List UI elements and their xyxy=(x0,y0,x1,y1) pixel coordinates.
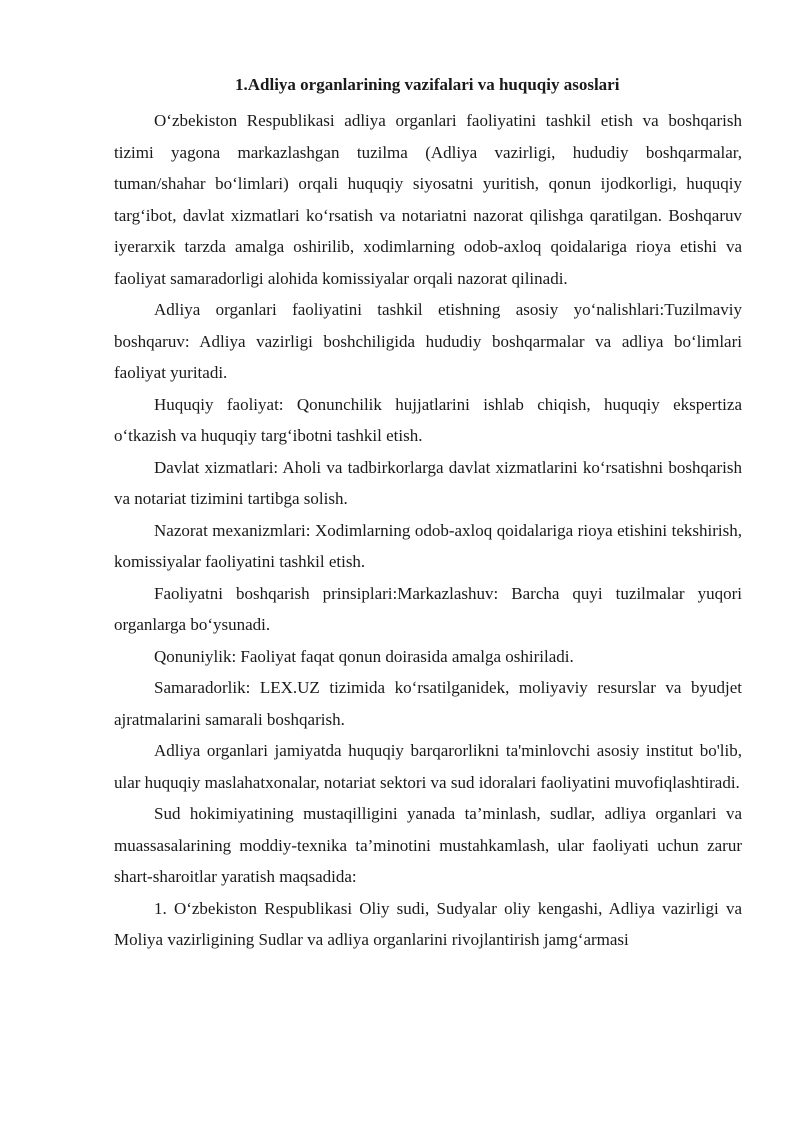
section-title: 1.Adliya organlarining vazifalari va huquqiy asoslari xyxy=(235,75,620,94)
paragraph-item-1: 1. O‘zbekiston Respublikasi Oliy sudi, Sudyalar oliy kengashi, Adliya vazirligi va Moliya vazirligining Sudlar va adliya organlarini rivojlantirish jamg‘armasi xyxy=(114,898,742,949)
paragraph-state-services: Davlat xizmatlari: Aholi va tadbirkorlarga davlat xizmatlarini ko‘rsatishni boshqarish va notariat tizimini tartibga solish. xyxy=(114,457,742,508)
paragraph-intro: O‘zbekiston Respublikasi adliya organlari faoliyatini tashkil etish va boshqarish tizimi yagona markazlashgan tuzilma (Adliya vazirligi, hududiy boshqarmalar, tuman/shahar bo‘limlari) orqali huquqiy siyosatni yuritish, qonun ijodkorligi, huquqiy targ‘ibot, davlat xizmatlari ko‘rsatish va notariatni nazorat qilishga qaratilgan. Boshqaruv iyerarxik tarzda amalga oshirilib, xodimlarning odob-axloq qoidalariga rioya etishi va faoliyat samaradorligi alohida komissiyalar orqali nazorat qilinadi. xyxy=(114,111,742,288)
paragraph-legal-activity: Huquqiy faoliyat: Qonunchilik hujjatlarini ishlab chiqish, huquqiy ekspertiza o‘tkazish va huquqiy targ‘ibotni tashkil etish. xyxy=(114,394,742,445)
paragraph-main-directions: Adliya organlari faoliyatini tashkil etishning asosiy yo‘nalishlari:Tuzilmaviy boshqaruv: Adliya vazirligi boshchiligida hududiy boshqarmalar va adliya bo‘limlari faoliyat yuritadi. xyxy=(114,300,742,382)
paragraph-legality: Qonuniylik: Faoliyat faqat qonun doirasida amalga oshiriladi. xyxy=(154,646,574,666)
paragraph-efficiency: Samaradorlik: LEX.UZ tizimida ko‘rsatilganidek, moliyaviy resurslar va byudjet ajratmalarini samarali boshqarish. xyxy=(114,678,742,729)
paragraph-management-principles: Faoliyatni boshqarish prinsiplari:Markazlashuv: Barcha quyi tuzilmalar yuqori organlarga bo‘ysunadi. xyxy=(114,583,742,634)
paragraph-judicial-independence: Sud hokimiyatining mustaqilligini yanada ta’minlash, sudlar, adliya organlari va muassasalarining moddiy-texnika ta’minotini mustahkamlash, ular faoliyati uchun zarur shart-sharoitlar yaratish maqsadida: xyxy=(114,804,742,886)
paragraph-institution-role: Adliya organlari jamiyatda huquqiy barqarorlikni ta'minlovchi asosiy institut bo'lib, ular huquqiy maslahatxonalar, notariat sektori va sud idoralari faoliyatini muvofiqlashtiradi. xyxy=(114,741,742,792)
paragraph-control-mechanisms: Nazorat mexanizmlari: Xodimlarning odob-axloq qoidalariga rioya etishini tekshirish, komissiyalar faoliyatini tashkil etish. xyxy=(114,520,742,571)
